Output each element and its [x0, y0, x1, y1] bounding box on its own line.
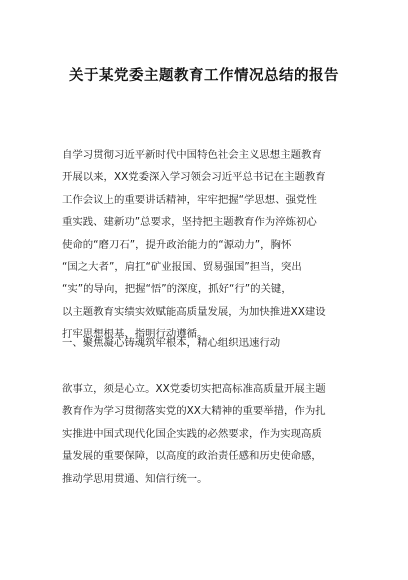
paragraph-line: 开展以来，XX党委深入学习领会习近平总书记在主题教育	[62, 171, 326, 184]
paragraph-line: “实”的导向，把握“悟”的深度，抓好“行”的关键，	[62, 283, 292, 296]
document-title: 关于某党委主题教育工作情况总结的报告	[69, 68, 339, 84]
paragraph-line: 以主题教育实绩实效赋能高质量发展，为加快推进XX建设	[62, 305, 326, 318]
paragraph-line: 打牢思想根基、指明行动遵循。	[62, 328, 208, 341]
paragraph-line: 推动学思用贯通、知信行统一。	[62, 472, 208, 485]
section-heading: 一、聚焦凝心铸魂筑牢根本，精心组织迅速行动	[62, 337, 281, 349]
paragraph-line: 欲事立，须是心立。XX党委切实把高标准高质量开展主题	[62, 383, 326, 395]
paragraph-intro	[62, 144, 358, 346]
paragraph-line: “国之大者”，肩扛“矿业报国、贸易强国”担当，突出	[62, 260, 302, 273]
paragraph-line: 工作会议上的重要讲话精神，牢牢把握“学思想、强党性	[62, 193, 317, 206]
paragraph-line: 自学习贯彻习近平新时代中国特色社会主义思想主题教育	[62, 149, 322, 161]
paragraph-section1	[62, 378, 358, 490]
paragraph-line: 使命的“磨刀石”，提升政治能力的“源动力”，胸怀	[62, 238, 292, 251]
paragraph-line: 教育作为学习贯彻落实党的XX大精神的重要举措，作为扎	[62, 405, 326, 418]
paragraph-line: 重实践、建新功”总要求，坚持把主题教育作为淬炼初心	[62, 216, 317, 229]
paragraph-line: 量发展的重要保障，以高度的政治责任感和历史使命感，	[62, 450, 322, 463]
paragraph-line: 实推进中国式现代化国企实践的必然要求，作为实现高质	[62, 427, 322, 440]
